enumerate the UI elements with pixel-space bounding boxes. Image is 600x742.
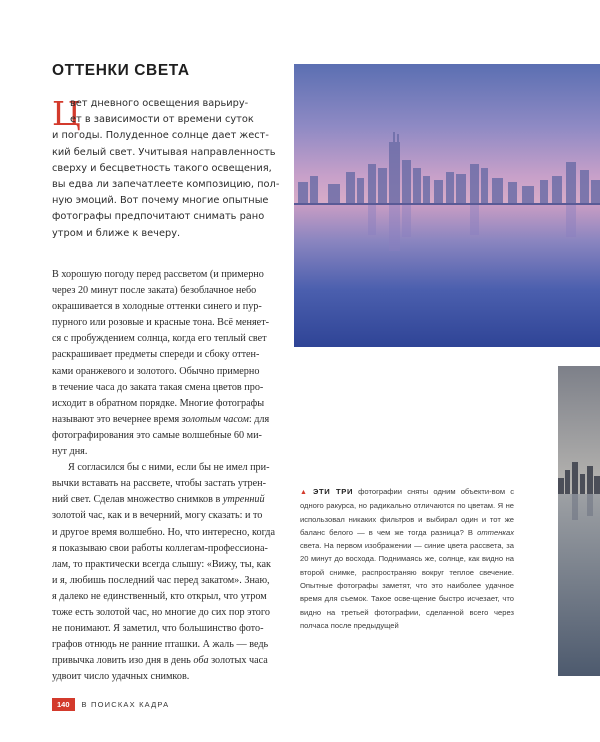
body-line: лам, то практически всегда слышу: «Вижу, ты, как <box>52 558 271 570</box>
page-title: ОТТЕНКИ СВЕТА <box>52 62 190 79</box>
body-text-run: привычка ловить изо дня в день <box>52 655 194 667</box>
body-line: я далеко не единственный, кто открыл, что утром <box>52 590 267 602</box>
lead-line: утром и ближе к вечеру. <box>52 227 181 239</box>
shoreline <box>294 203 600 205</box>
lead-line: вет дневного освещения варьиру- <box>70 98 249 109</box>
body-line: фотографирования это самые волшебные 60 ми- <box>52 429 262 441</box>
body-line <box>52 653 276 669</box>
body-line: исходит в обратном порядке. Многие фотографы <box>52 397 265 409</box>
sky <box>558 366 600 494</box>
body-text-run: называют это вечернее время <box>52 413 182 425</box>
lead-line: сверху и бесцветность такого освещения, <box>52 162 272 174</box>
lead-line: фотографы предпочитают снимать рано <box>52 211 265 223</box>
lead-line: вы едва ли запечатлеете композицию, пол- <box>52 179 280 191</box>
body-text-run: ний свет. Сделав множество снимков в <box>52 494 223 506</box>
body-line: пурного или розовые и красные тона. Всё меняет- <box>52 317 270 329</box>
emphasis-both: оба <box>193 655 209 667</box>
body-line: В хорошую погоду перед рассветом (и примерно <box>52 269 264 280</box>
drop-cap: Ц <box>52 94 81 133</box>
caption-text: света. На первом изображении — синие цвета рассвета, за 20 минут до восхода. Поднимаясь же, солнце, как видно на второй снимке, распространяю вокруг теплое свечение. Опытные фотографы заметят, что это наиболее удачное время для съемок. Такое осве-щение быстро исчезает, что видно на третьей фотографии, сделанной всего через полчаса после предыдущей <box>300 541 514 630</box>
body-line: не понимают. Я заметил, что большинство фото- <box>52 623 264 635</box>
body-line: золотой час, как и в вечерний, могу сказать: и то <box>52 510 263 522</box>
body-line: в течение часа до заката такая смена цветов про- <box>52 381 264 393</box>
section-name: В ПОИСКАХ КАДРА <box>81 699 170 709</box>
body-line: через 20 минут после заката) безоблачное небо <box>52 285 257 297</box>
lead-line: ет в зависимости от времени суток <box>70 114 254 126</box>
body-line <box>52 412 276 428</box>
lake-water <box>294 204 600 347</box>
emphasis-golden-hour: золотым часом <box>181 413 249 425</box>
second-skyline-photo-crop <box>558 366 600 676</box>
body-text-run: золотых часа <box>208 655 268 667</box>
body-line: графов отнюдь не ранние пташки. А жаль — ведь <box>52 639 269 651</box>
body-line: и я, любишь последний час перед закатом». Знаю, <box>52 574 270 586</box>
body-line: окрашивается в холодные оттенки синего и пур- <box>52 301 262 313</box>
body-line: тоже есть золотой час, но многие до сих пор этого <box>52 606 270 618</box>
body-line: и другое время волшебно. Но, что интересно, когда <box>52 526 275 538</box>
caption-marker-icon: ▲ <box>300 489 310 496</box>
lead-paragraph <box>52 96 280 242</box>
body-line: ся с пробуждением солнца, когда его теплый свет <box>52 333 267 345</box>
caption-emphasis: оттенках <box>477 527 514 537</box>
body-line: раскрашивает предметы спереди и сбоку оттен- <box>52 349 260 361</box>
body-line: нут дня. <box>52 446 88 458</box>
body-text-run: : для <box>248 413 270 425</box>
lead-line: ную эмоций. Вот почему многие опытные <box>52 195 269 207</box>
lake-water <box>558 494 600 676</box>
body-text <box>52 267 276 685</box>
page-number: 140 <box>52 698 75 711</box>
caption-text: фотографии сняты одним объекти-вом с одного ракурса, но радикально отличаются по цветам. Я не использовал никаких фильтров и выбирал один и тот же баланс белого — в чем же тогда разница? В <box>300 487 514 537</box>
body-line: ками оранжевого и золотого. Обычно примерно <box>52 365 260 377</box>
photo-caption <box>300 485 514 632</box>
body-line: удвоит число удачных снимков. <box>52 671 190 683</box>
body-line: Я согласился бы с ними, если бы не имел при- <box>68 462 270 474</box>
body-line: вычки вставать на рассвете, чтобы застать утрен- <box>52 478 266 490</box>
caption-label: ЭТИ ТРИ <box>312 487 354 496</box>
lead-line: и погоды. Полуденное солнце дает жест- <box>52 130 269 142</box>
body-line <box>52 492 276 508</box>
lead-line: кий белый свет. Учитывая направленность <box>52 146 276 158</box>
chicago-skyline-dawn-photo <box>294 64 600 347</box>
body-line: я показываю свои работы коллегам-профессиона- <box>52 542 268 554</box>
emphasis-morning: утренний <box>222 494 265 506</box>
page-footer <box>52 697 169 711</box>
